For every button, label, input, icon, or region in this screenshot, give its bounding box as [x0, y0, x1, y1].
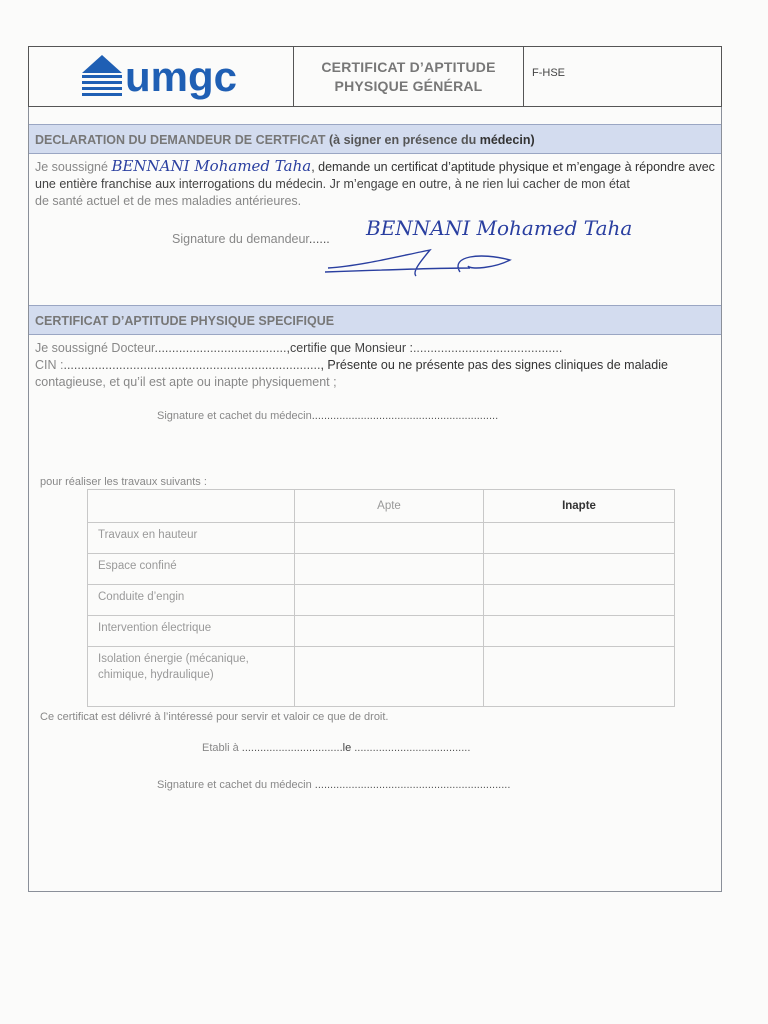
- certify-line-3: contagieuse, et qu’il est apte ou inapte physiquement ;: [35, 375, 337, 389]
- task-energy-isolation: [88, 647, 295, 707]
- table-header-apte: Apte: [295, 490, 484, 523]
- place-dots: .................................: [241, 742, 343, 754]
- certify-doctor-label: Je soussigné Docteur: [35, 341, 155, 355]
- doctor-signature-dots: .............................................................: [311, 410, 499, 422]
- document-code: F-HSE: [532, 67, 565, 79]
- final-signature-label: Signature et cachet du médecin: [157, 779, 312, 791]
- task-confined-space: Espace confiné: [88, 554, 295, 585]
- doctor-signature-label: Signature et cachet du médecin: [157, 410, 312, 422]
- table-row: [88, 554, 675, 585]
- cin-label: CIN :: [35, 358, 64, 372]
- works-intro: pour réaliser les travaux suivants :: [40, 476, 207, 488]
- apte-checkbox[interactable]: [295, 616, 484, 647]
- declaration-prefix: Je soussigné: [35, 160, 108, 174]
- inapte-checkbox[interactable]: [484, 523, 675, 554]
- table-header-task: [88, 490, 295, 523]
- apte-checkbox[interactable]: [295, 585, 484, 616]
- logo-wordmark: umgc: [125, 53, 238, 100]
- final-signature-line: [157, 777, 510, 794]
- date-dots: ......................................: [354, 742, 471, 754]
- section-1-title: DECLARATION DU DEMANDEUR DE CERTFICAT: [35, 133, 326, 147]
- handwritten-name: BENNANI Mohamed Taha: [111, 157, 312, 175]
- table-row: [88, 616, 675, 647]
- inapte-checkbox[interactable]: [484, 647, 675, 707]
- document-title: [294, 47, 524, 106]
- task-machine-driving: Conduite d’engin: [88, 585, 295, 616]
- section-2-bar: [29, 305, 721, 335]
- applicant-signature-line: [172, 231, 330, 248]
- title-line-2: PHYSIQUE GÉNÉRAL: [334, 77, 483, 94]
- inapte-checkbox[interactable]: [484, 554, 675, 585]
- clinical-signs-text: , Présente ou ne présente pas des signes cliniques de maladie: [320, 358, 668, 372]
- section-2-title: CERTIFICAT D’APTITUDE PHYSIQUE SPECIFIQUE: [35, 314, 335, 328]
- apte-checkbox[interactable]: [295, 554, 484, 585]
- handwritten-signature-name: BENNANI Mohamed Taha: [366, 216, 633, 240]
- umgc-logo: [79, 53, 279, 103]
- doctor-signature-line: [157, 408, 498, 425]
- task-height-work: Travaux en hauteur: [88, 523, 295, 554]
- cin-dots: ..........................................................................: [63, 358, 321, 372]
- declaration-line-1: [35, 158, 715, 176]
- applicant-signature-dots: ......: [308, 232, 330, 246]
- table-row: [88, 585, 675, 616]
- apte-checkbox[interactable]: [295, 523, 484, 554]
- declaration-line-2: une entière franchise aux interrogations du médecin. Jr m’engage en outre, à ne rien lui cacher de mon état: [35, 177, 630, 191]
- table-row: [88, 647, 675, 707]
- section-1-note: (à signer en présence du: [328, 133, 480, 147]
- inapte-checkbox[interactable]: [484, 616, 675, 647]
- date-label: le: [342, 742, 352, 754]
- section-1-bar: [29, 124, 721, 154]
- title-line-1: CERTIFICAT D’APTITUDE: [321, 58, 496, 75]
- final-signature-dots: ................................................................: [314, 779, 511, 791]
- declaration-suffix: , demande un certificat d’aptitude physique et m’engage à répondre avec: [311, 160, 715, 174]
- table-header-row: [88, 490, 675, 523]
- task-energy-isolation-line-2: chimique, hydraulique): [98, 669, 214, 681]
- section-1-note-bold: médecin): [479, 133, 535, 147]
- delivery-statement: Ce certificat est délivré à l’intéressé pour servir et valoir ce que de droit.: [40, 711, 389, 723]
- logo-cell: [29, 47, 294, 106]
- applicant-signature-scribble: [320, 246, 530, 282]
- certify-line-2: [35, 357, 668, 374]
- doctor-dots: ......................................: [154, 341, 287, 355]
- certify-line-1: [35, 340, 562, 357]
- apte-checkbox[interactable]: [295, 647, 484, 707]
- table-row: [88, 523, 675, 554]
- place-label: Etabli à: [202, 742, 239, 754]
- task-energy-isolation-line-1: Isolation énergie (mécanique,: [98, 653, 249, 665]
- applicant-signature-label: Signature du demandeur: [172, 232, 309, 246]
- inapte-checkbox[interactable]: [484, 585, 675, 616]
- aptitude-table: [87, 489, 675, 707]
- task-electrical-intervention: Intervention électrique: [88, 616, 295, 647]
- document-header: [28, 46, 722, 107]
- monsieur-dots: ...........................................: [412, 341, 563, 355]
- place-date-line: [202, 740, 470, 757]
- declaration-line-3: de santé actuel et de mes maladies antérieures.: [35, 194, 302, 208]
- table-header-inapte: Inapte: [484, 490, 675, 523]
- certify-monsieur-label: ,certifie que Monsieur :: [286, 341, 413, 355]
